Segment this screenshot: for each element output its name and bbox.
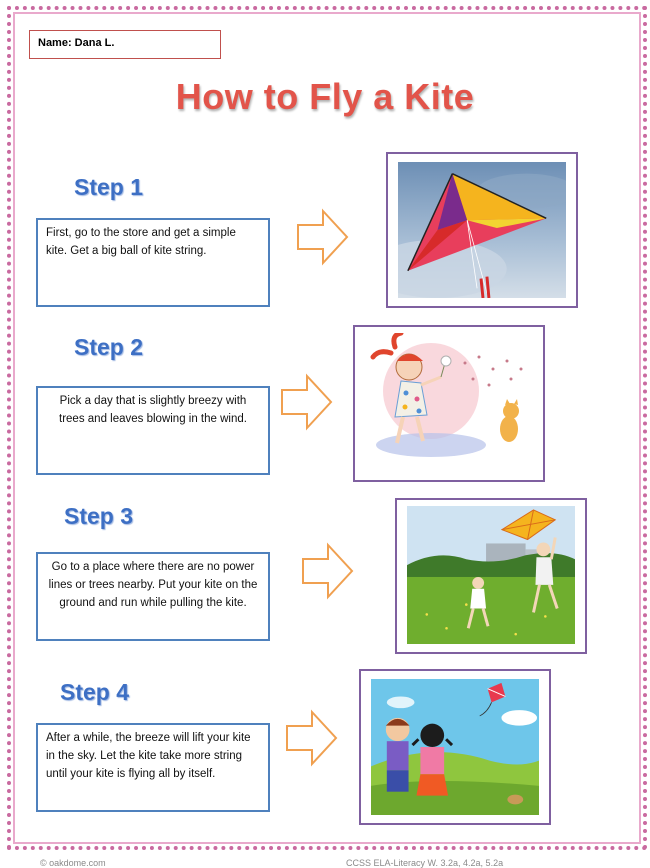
step-2-heading: Step 2 (74, 334, 144, 360)
step-4-text-box (36, 723, 270, 812)
step-2-text: Pick a day that is slightly breezy with trees and leaves blowing in the wind. (59, 395, 247, 425)
step-1-text-box (36, 218, 270, 307)
step-3-arrow-icon (301, 542, 355, 600)
step-1-text: First, go to the store and get a simple kite. Get a big ball of kite string. (46, 227, 236, 257)
step-2-breezy-day-illustration (353, 325, 545, 482)
step-4-arrow-icon (285, 709, 339, 767)
step-4-kids-watching-kite-illustration (359, 669, 551, 825)
step-3-kids-running-photo (395, 498, 587, 654)
step-4-heading: Step 4 (60, 679, 130, 705)
footer-copyright: © oakdome.com (40, 858, 106, 868)
step-2-arrow-icon (280, 373, 334, 431)
step-1-heading: Step 1 (74, 174, 144, 200)
name-field[interactable] (29, 30, 221, 59)
step-2-text-box (36, 386, 270, 475)
footer-standards: CCSS ELA-Literacy W. 3.2a, 4.2a, 5.2a (346, 858, 504, 868)
step-1-arrow-icon (296, 208, 350, 266)
step-3-text-box (36, 552, 270, 641)
page-title: How to Fly a Kite (175, 76, 475, 117)
step-3-text: Go to a place where there are no power lines or trees nearby. Put your kite on the ground and run while pulling the kite. (48, 561, 258, 609)
step-3-heading: Step 3 (64, 503, 134, 529)
step-1-kite-photo (386, 152, 578, 308)
name-label: Name: Dana L. (38, 37, 115, 49)
step-4-text: After a while, the breeze will lift your kite in the sky. Let the kite take more string until your kite is flying all by itself. (46, 732, 251, 780)
